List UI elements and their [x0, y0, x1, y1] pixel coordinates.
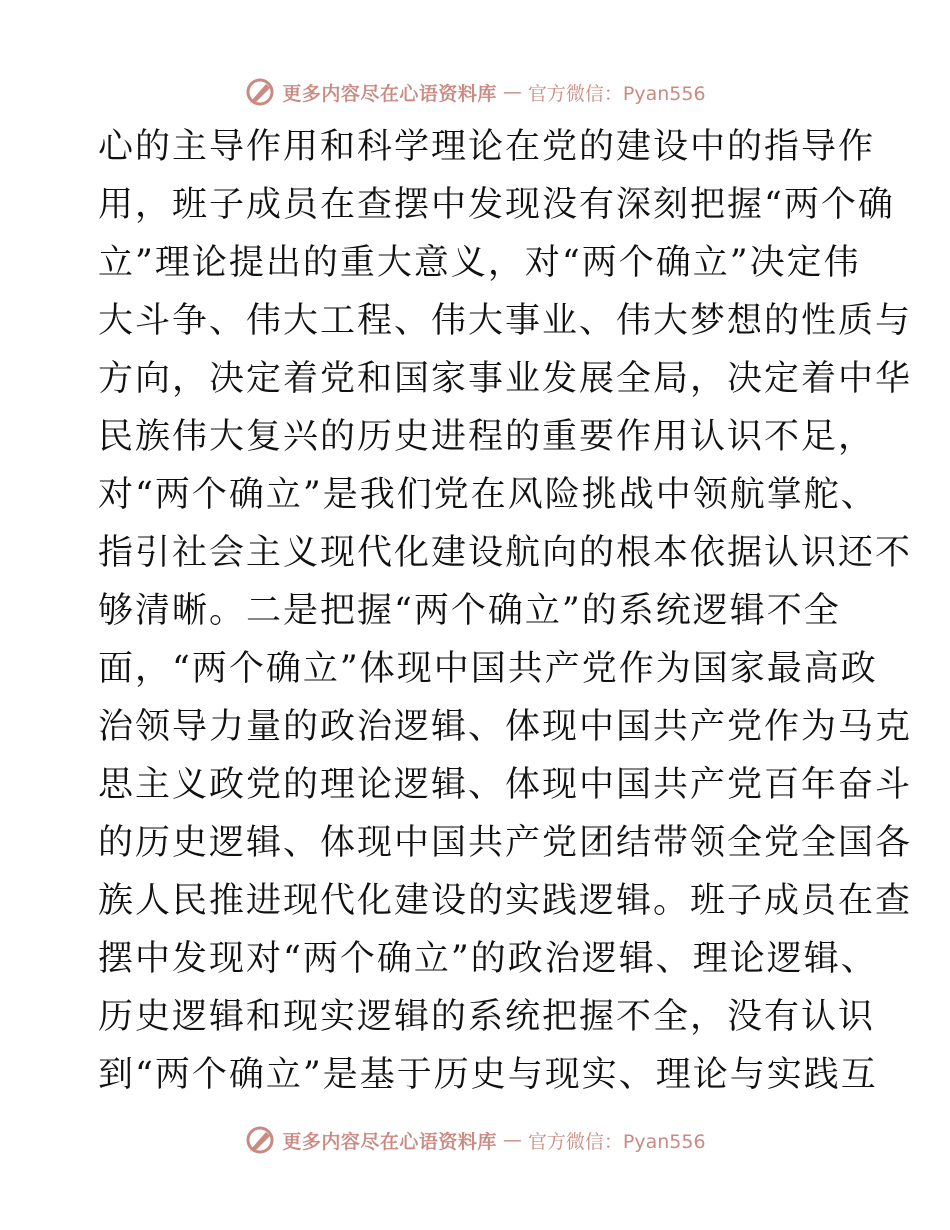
text-line: 对“两个确立”是我们党在风险挑战中领航掌舵、: [98, 475, 878, 515]
pen-logo-icon: [244, 76, 276, 108]
watermark-separator: —: [502, 1129, 522, 1151]
watermark-contact: 官方微信：Pyan556: [527, 82, 706, 105]
text-line: 民族伟大复兴的历史进程的重要作用认识不足，: [98, 417, 876, 457]
watermark-brand: 更多内容尽在心语资料库: [282, 1130, 497, 1153]
text-line: 方向，决定着党和国家事业发展全局，决定着中华: [98, 359, 913, 399]
text-line: 思主义政党的理论逻辑、体现中国共产党百年奋斗: [98, 765, 913, 805]
text-line: 立”理论提出的重大意义，对“两个确立”决定伟: [98, 243, 861, 283]
text-line: 到“两个确立”是基于历史与现实、理论与实践互: [98, 1055, 878, 1095]
watermark-separator: —: [502, 81, 522, 103]
text-line: 的历史逻辑、体现中国共产党团结带领全党全国各: [98, 823, 913, 863]
footer-watermark: [0, 1120, 950, 1160]
header-watermark: [0, 72, 950, 112]
document-body: [98, 118, 913, 1104]
text-line: 历史逻辑和现实逻辑的系统把握不全，没有认识: [98, 997, 876, 1037]
text-line: 心的主导作用和科学理论在党的建设中的指导作: [98, 127, 876, 167]
text-line: 摆中发现对“两个确立”的政治逻辑、理论逻辑、: [98, 939, 878, 979]
text-line: 面，“两个确立”体现中国共产党作为国家最高政: [98, 649, 878, 689]
text-line: 大斗争、伟大工程、伟大事业、伟大梦想的性质与: [98, 301, 913, 341]
text-line: 够清晰。二是把握“两个确立”的系统逻辑不全: [98, 591, 841, 631]
watermark-brand: 更多内容尽在心语资料库: [282, 82, 497, 105]
text-line: 用，班子成员在查摆中发现没有深刻把握“两个确: [98, 185, 895, 225]
text-line: 治领导力量的政治逻辑、体现中国共产党作为马克: [98, 707, 913, 747]
text-line: 族人民推进现代化建设的实践逻辑。班子成员在查: [98, 881, 913, 921]
watermark-contact: 官方微信：Pyan556: [527, 1130, 706, 1153]
text-line: 指引社会主义现代化建设航向的根本依据认识还不: [98, 533, 913, 573]
pen-logo-icon: [244, 1124, 276, 1156]
